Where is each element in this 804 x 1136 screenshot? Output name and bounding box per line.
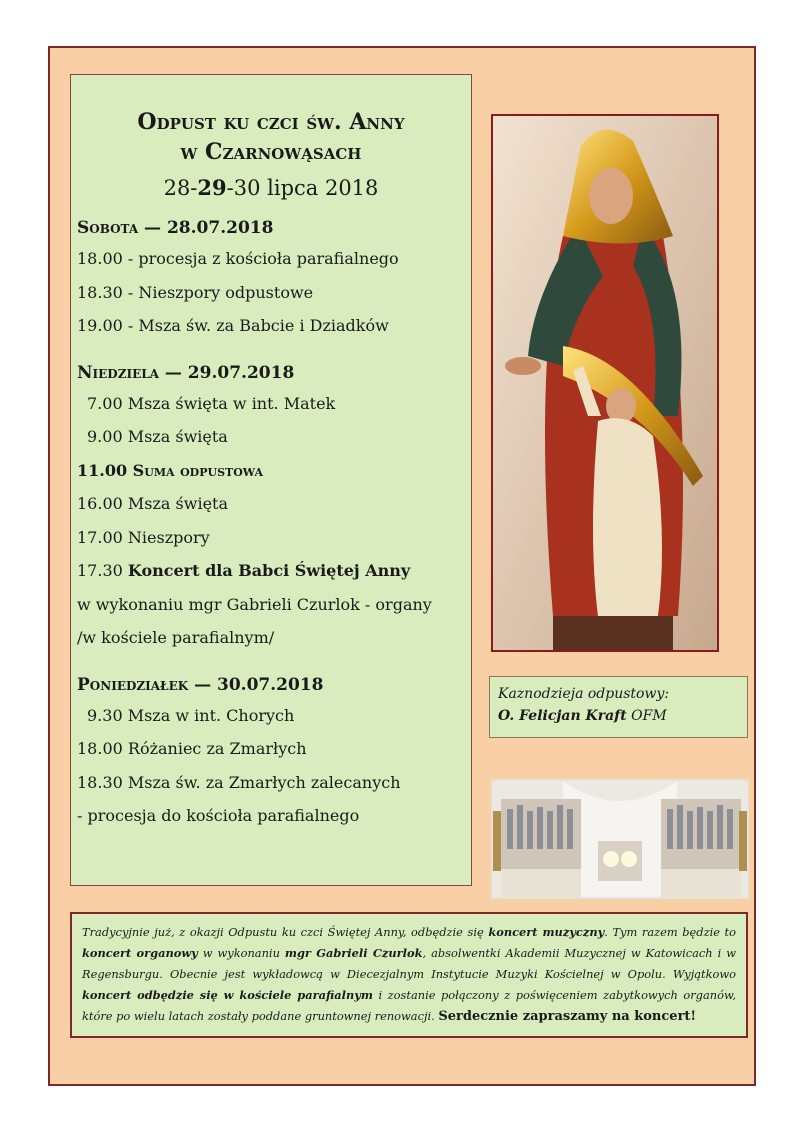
- invitation: Serdecznie zapraszamy na koncert!: [438, 1009, 697, 1024]
- preacher-name: O. Felicjan Kraft OFM: [498, 708, 667, 724]
- monday-item: 18.00 Różaniec za Zmarłych: [77, 739, 307, 758]
- monday-item: 18.30 Msza św. za Zmarłych zalecanych: [77, 772, 401, 792]
- st-anne-statue-photo: [491, 114, 719, 652]
- saturday-item: 19.00 - Msza św. za Babcie i Dziadków: [77, 316, 389, 335]
- sunday-item: 17.00 Nieszpory: [77, 527, 210, 547]
- saturday-heading: Sobota — 28.07.2018: [77, 218, 274, 238]
- monday-item: - procesja do kościoła parafialnego: [77, 806, 360, 825]
- preacher-box: [489, 676, 748, 738]
- sunday-concert: 17.30 Koncert dla Babci Świętej Anny: [77, 561, 411, 580]
- event-dates: 28-29-30 lipca 2018: [163, 175, 379, 200]
- sunday-item: 16.00 Msza święta: [77, 494, 228, 513]
- sunday-concert-place: /w kościele parafialnym/: [77, 628, 275, 647]
- program-panel: [70, 74, 472, 886]
- saturday-item: 18.30 - Nieszpory odpustowe: [77, 282, 314, 302]
- sunday-item: 9.00 Msza święta: [87, 427, 228, 446]
- saturday-item: 18.00 - procesja z kościoła parafialnego: [77, 249, 399, 268]
- statue-illustration: [493, 116, 717, 650]
- sunday-heading: Niedziela — 29.07.2018: [77, 362, 295, 383]
- organ-illustration: [493, 781, 747, 897]
- preacher-label: Kaznodzieja odpustowy:: [498, 686, 670, 702]
- monday-heading: Poniedziałek — 30.07.2018: [77, 674, 324, 695]
- monday-item: 9.30 Msza w int. Chorych: [87, 705, 295, 725]
- organ-photo: [491, 779, 749, 899]
- concert-note: Tradycyjnie już, z okazji Odpustu ku czci Świętej Anny, odbędzie się koncert muzyczny. Tym razem będzie to koncert organowy w wykonaniu mgr Gabrieli Czurlok, absolwentki Akademii Muzycznej w Katowicach i w Regensburgu. Obecnie jest wykładowcą w Diecezjalnym Instytucie Muzyki Kościelnej w Opolu. Wyjątkowo koncert odbędzie się w kościele parafialnym i zostanie połączony z poświęceniem zabytkowych organów, które po wielu latach zostały poddane gruntownej renowacji. Serdecznie zapraszamy na koncert!: [70, 912, 748, 1038]
- sunday-item: 7.00 Msza święta w int. Matek: [87, 393, 336, 413]
- sunday-concert-performer: w wykonaniu mgr Gabrieli Czurlok - organy: [77, 594, 432, 614]
- sunday-main-mass: 11.00 Suma odpustowa: [77, 460, 263, 480]
- poster-title: Odpust ku czci św. Anny w Czarnowąsach: [137, 109, 405, 165]
